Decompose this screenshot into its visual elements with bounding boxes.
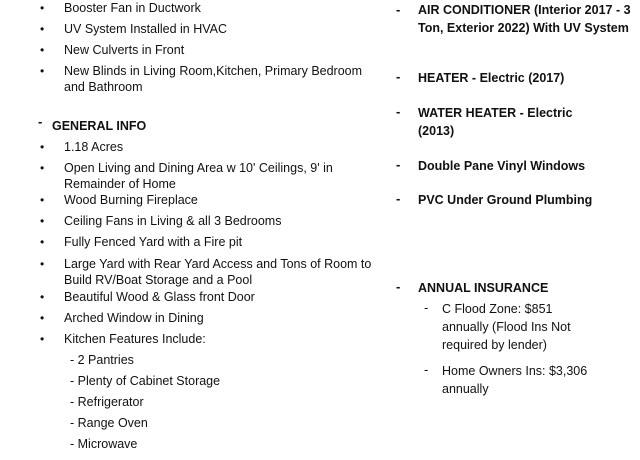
bullet-icon: •	[40, 332, 45, 346]
dash-marker: -	[424, 300, 429, 315]
bullet-icon: •	[40, 64, 45, 78]
annual-insurance-heading: ANNUAL INSURANCE	[418, 281, 549, 295]
list-item-text: 1.18 Acres	[64, 140, 124, 154]
dash-marker: -	[38, 114, 43, 129]
feature-water-heater: WATER HEATER - Electric (2013)	[418, 106, 573, 138]
bullet-icon: •	[40, 22, 45, 36]
bullet-icon: •	[40, 214, 45, 228]
dash-marker: -	[396, 69, 401, 84]
list-item-text: UV System Installed in HVAC	[64, 22, 228, 36]
feature-air-conditioner: AIR CONDITIONER (Interior 2017 - 3 Ton, Exterior 2022) With UV System	[418, 3, 631, 35]
bullet-icon: •	[40, 311, 45, 325]
list-item-text: New Blinds in Living Room,Kitchen, Primary Bedroom and Bathroom	[64, 64, 363, 94]
list-item-text: Ceiling Fans in Living & all 3 Bedrooms	[64, 214, 282, 228]
list-item-text: New Culverts in Front	[64, 43, 185, 57]
dash-marker: -	[396, 157, 401, 172]
kitchen-item: - Range Oven	[70, 416, 148, 430]
list-item-text: Beautiful Wood & Glass front Door	[64, 290, 255, 304]
list-item-text: Booster Fan in Ductwork	[64, 1, 201, 15]
bullet-icon: •	[40, 1, 45, 15]
bullet-icon: •	[40, 43, 45, 57]
bullet-icon: •	[40, 290, 45, 304]
bullet-icon: •	[40, 161, 45, 175]
dash-marker: -	[396, 2, 401, 17]
kitchen-item: - 2 Pantries	[70, 353, 134, 367]
kitchen-item: - Microwave	[70, 437, 138, 451]
bullet-icon: •	[40, 257, 45, 271]
insurance-flood: C Flood Zone: $851 annually (Flood Ins Not required by lender)	[442, 302, 571, 352]
kitchen-item: - Plenty of Cabinet Storage	[70, 374, 221, 388]
feature-windows: Double Pane Vinyl Windows	[418, 159, 586, 173]
dash-marker: -	[396, 279, 401, 294]
insurance-home-owners: Home Owners Ins: $3,306 annually	[442, 364, 588, 396]
bullet-icon: •	[40, 235, 45, 249]
feature-plumbing: PVC Under Ground Plumbing	[418, 193, 593, 207]
general-info-heading: GENERAL INFO	[52, 119, 147, 133]
dash-marker: -	[396, 191, 401, 206]
list-item-text: Kitchen Features Include:	[64, 332, 206, 346]
bullet-icon: •	[40, 193, 45, 207]
list-item-text: Wood Burning Fireplace	[64, 193, 198, 207]
dash-marker: -	[424, 362, 429, 377]
dash-marker: -	[396, 104, 401, 119]
feature-heater: HEATER - Electric (2017)	[418, 71, 565, 85]
list-item-text: Large Yard with Rear Yard Access and Tons of Room to Build RV/Boat Storage and a Pool	[64, 257, 372, 287]
kitchen-item: - Refrigerator	[70, 395, 144, 409]
list-item-text: Fully Fenced Yard with a Fire pit	[64, 235, 243, 249]
bullet-icon: •	[40, 140, 45, 154]
list-item-text: Open Living and Dining Area w 10' Ceilings, 9' in Remainder of Home	[64, 161, 333, 191]
list-item-text: Arched Window in Dining	[64, 311, 204, 325]
